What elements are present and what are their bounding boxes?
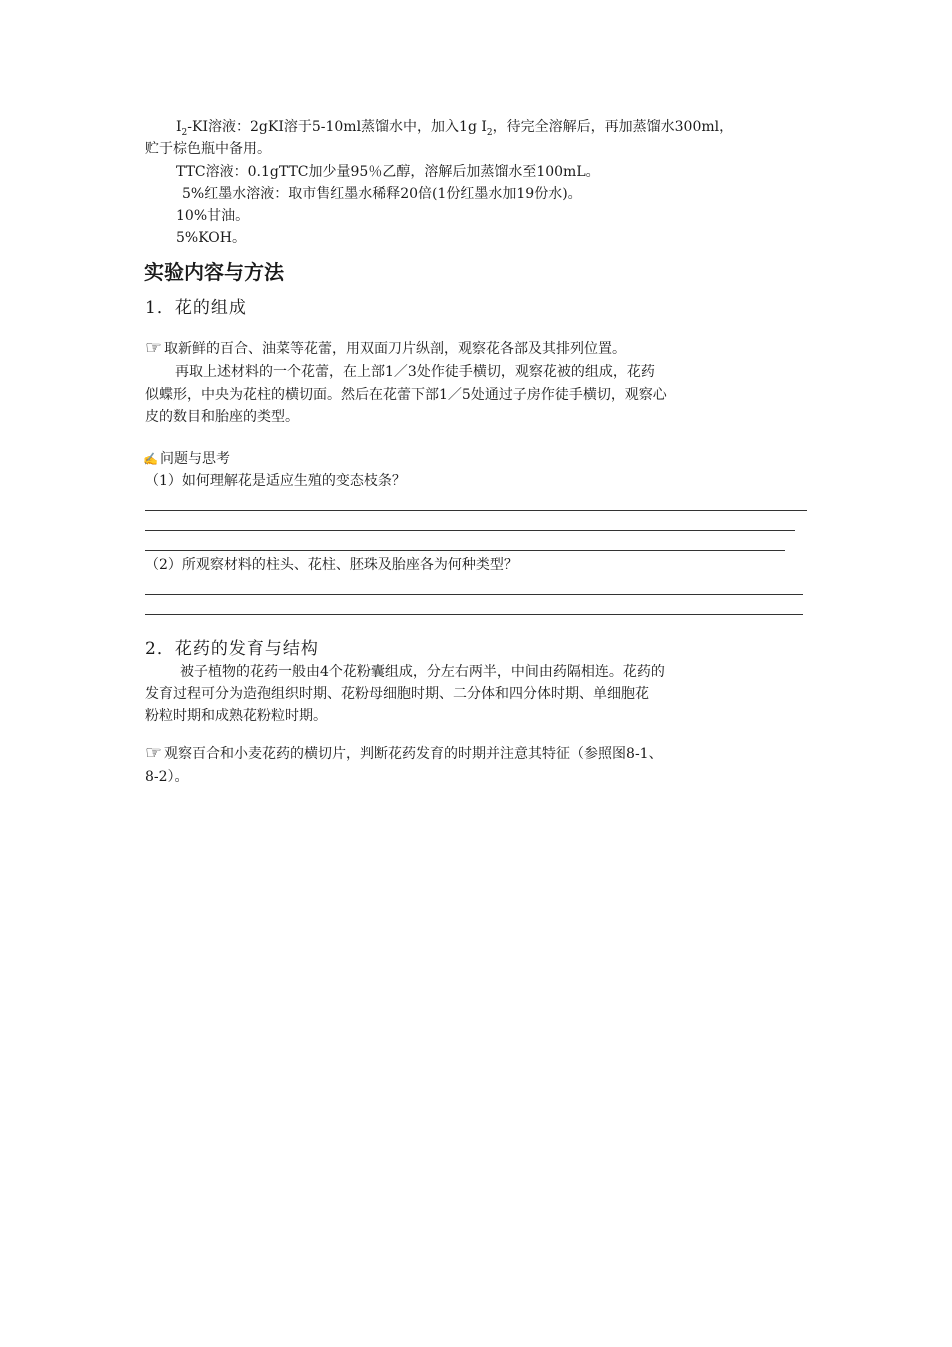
writing-hand-icon: ✍ [143, 452, 158, 466]
answer-line [145, 550, 785, 551]
part2-para-line-3: 粉粒时期和成熟花粉粒时期。 [145, 708, 327, 724]
red-ink-solution-line: 5%红墨水溶液：取市售红墨水稀释20倍(1份红墨水加19份水)。 [182, 186, 582, 202]
questions-heading: ✍ 问题与思考 [143, 451, 230, 467]
part1-para-line-2: 似蝶形，中央为花柱的横切面。然后在花蕾下部1／5处通过子房作徒手横切，观察心 [145, 387, 667, 403]
part2-title: 2．花药的发育与结构 [145, 639, 319, 659]
answer-line [145, 614, 803, 615]
part2-para-line-2: 发育过程可分为造孢组织时期、花粉母细胞时期、二分体和四分体时期、单细胞花 [145, 686, 649, 702]
answer-line [145, 594, 803, 595]
pointing-hand-icon: ☞ [145, 742, 163, 764]
part2-para-line-1: 被子植物的花药一般由4个花粉囊组成，分左右两半，中间由药隔相连。花药的 [180, 664, 665, 680]
section-title: 实验内容与方法 [144, 260, 284, 284]
part2-instruction-line-2: 8-2）。 [145, 769, 189, 785]
iki-solution-line: $I_2-KI$溶液：2gKI溶于5-10ml蒸馏水中，加入1g $I_2$，待完全溶解后，再加蒸馏水300ml， [176, 119, 734, 138]
part1-title: 1．花的组成 [145, 298, 247, 318]
pointing-hand-icon: ☞ [145, 337, 163, 359]
answer-line [145, 510, 807, 511]
part2-instruction: ☞ 观察百合和小麦花药的横切片，判断花药发育的时期并注意其特征（参照图8-1、 [145, 742, 663, 764]
ttc-solution-line: TTC溶液：0.1gTTC加少量95％乙醇，溶解后加蒸馏水至100mL。 [176, 164, 600, 180]
question-2: （2）所观察材料的柱头、花柱、胚珠及胎座各为何种类型？ [145, 557, 518, 573]
koh-line: 5%KOH。 [176, 230, 246, 246]
answer-line [145, 530, 795, 531]
part1-para-line-1: 再取上述材料的一个花蕾，在上部1／3处作徒手横切，观察花被的组成，花药 [175, 364, 655, 380]
question-1: （1）如何理解花是适应生殖的变态枝条？ [145, 473, 406, 489]
part1-instruction: ☞ 取新鲜的百合、油菜等花蕾，用双面刀片纵剖，观察花各部及其排列位置。 [145, 337, 627, 359]
glycerol-line: 10%甘油。 [176, 208, 250, 224]
part1-para-line-3: 皮的数目和胎座的类型。 [145, 409, 299, 425]
iki-solution-line-2: 贮于棕色瓶中备用。 [145, 141, 271, 157]
